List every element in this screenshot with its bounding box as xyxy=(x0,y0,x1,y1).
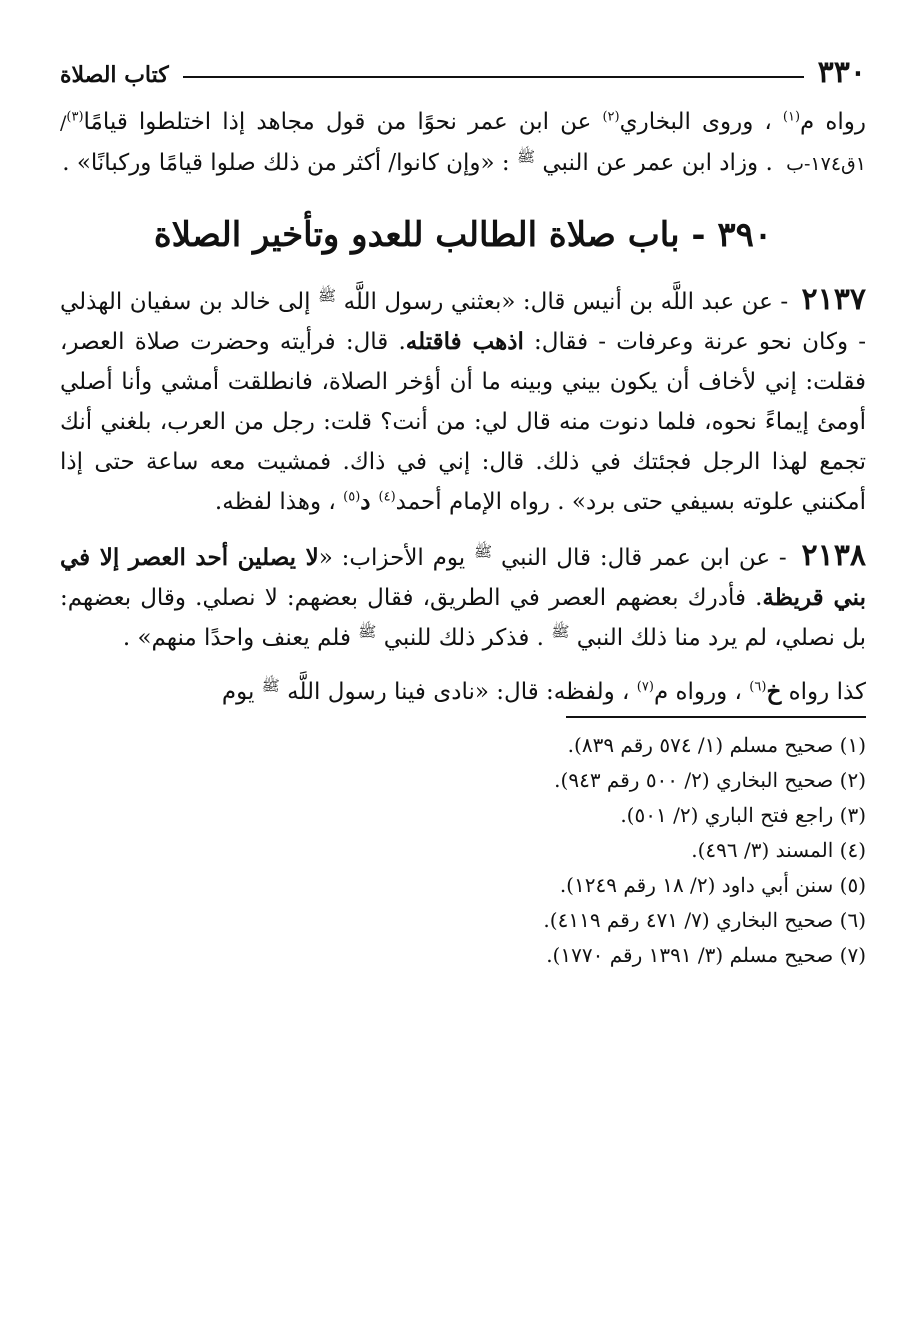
book-title: كتاب الصلاة xyxy=(60,62,169,88)
footnote-item: (١) صحيح مسلم (١/ ٥٧٤ رقم ٨٣٩). xyxy=(567,733,866,757)
hadith-2138-text-3: . فأدرك بعضهم العصر في الطريق، فقال بعضهم: لا نصلي. وقال بعضهم: بل نصلي، لم يرد منا ذلك النبي xyxy=(60,585,866,651)
footnote-item: (٥) سنن أبي داود (٢/ ١٨ رقم ١٢٤٩). xyxy=(559,873,866,897)
closing-text-3: ، ولفظه: قال: «نادى فينا رسول اللَّه xyxy=(279,679,637,705)
footnote-item: (٣) راجع فتح الباري (٢/ ٥٠١). xyxy=(620,803,866,827)
hadith-2138-text-1: - عن ابن عمر قال: قال النبي xyxy=(492,545,796,571)
salawat-glyph: ﷺ xyxy=(358,622,377,641)
hadith-2138-bold: لا يصلين أحد العصر إلا في بني قريظة xyxy=(60,544,866,611)
footnote-ref-4: (٤) xyxy=(378,489,396,505)
chapter-heading: ٣٩٠ - باب صلاة الطالب للعدو وتأخير الصلاة xyxy=(153,215,773,255)
hadith-2138 xyxy=(60,536,866,658)
closing-text-1: كذا رواه xyxy=(781,679,866,705)
salawat-glyph: ﷺ xyxy=(516,147,536,166)
footnote-ref-5: (٥) xyxy=(343,489,361,505)
footnote-separator xyxy=(566,716,866,718)
hadith-2137-text-2: إلى خالد بن سفيان الهذلي - وكان نحو عرنة وعرفات - فقال: xyxy=(60,289,866,355)
intro-paragraph xyxy=(60,102,866,184)
footnote-item: (٤) المسند (٣/ ٤٩٦). xyxy=(691,838,866,862)
hadith-2137-text-1: - عن عبد اللَّه بن أنيس قال: «بعثني رسول اللَّه xyxy=(336,289,796,315)
hadith-2138-text-4: . فذكر ذلك للنبي xyxy=(376,625,552,651)
footnote-ref-6: (٦) xyxy=(749,679,767,695)
intro-text-2: ، وروى البخاري xyxy=(619,109,783,135)
footnote-item: (٢) صحيح البخاري (٢/ ٥٠٠ رقم ٩٤٣). xyxy=(554,768,866,792)
footnote-ref-3: (٣) xyxy=(66,109,84,125)
hadith-number: ٢١٣٧ xyxy=(801,282,866,317)
book-page xyxy=(60,52,866,973)
closing-paragraph xyxy=(60,672,866,712)
intro-text-4: . وزاد ابن عمر عن النبي xyxy=(535,150,781,176)
hadith-2137 xyxy=(60,280,866,522)
hadith-2137-text-3: . قال: فرأيته وحضرت صلاة العصر، فقلت: إني لأخاف أن يكون بيني وبينه ما أن أؤخر الصلاة، فانطلقت أمشي وأنا أصلي أومئ إيماءً نحوه، فلما دنوت منه قال لي: من أنت؟ قلت: رجل من العرب، بلغني أنك تجمع لهذا الرجل فجئتك في ذلك. قال: إني في ذاك. فمشيت معه ساعة حتى إذا أمكنني علوته بسيفي حتى برد» . رواه الإمام أحمد xyxy=(60,329,866,515)
intro-text-3: عن ابن عمر نحوًا من قول مجاهد إذا اختلطوا قيامًا xyxy=(83,109,603,135)
intro-text-1: رواه م xyxy=(800,109,866,135)
footnote-item: (٧) صحيح مسلم (٣/ ١٣٩١ رقم ١٧٧٠). xyxy=(546,943,866,967)
salawat-glyph: ﷺ xyxy=(551,622,570,641)
manuscript-margin-note: /١ق١٧٤-ب xyxy=(60,112,866,175)
hadith-2137-text-5: ، وهذا لفظه. xyxy=(214,489,344,515)
hadith-2137-bold: اذهب فاقتله xyxy=(405,328,524,355)
closing-source-kha: خ xyxy=(766,678,782,705)
page-number: ٣٣٠ xyxy=(817,55,866,90)
salawat-glyph: ﷺ xyxy=(474,542,493,561)
hadith-2138-text-2: يوم الأحزاب: « xyxy=(318,545,475,571)
header-rule xyxy=(183,76,804,78)
closing-text-4: يوم xyxy=(221,679,262,705)
footnote-item: (٦) صحيح البخاري (٧/ ٤٧١ رقم ٤١١٩). xyxy=(543,908,866,932)
salawat-glyph: ﷺ xyxy=(261,676,280,695)
closing-text-2: ، ورواه م xyxy=(653,679,750,705)
salawat-glyph: ﷺ xyxy=(318,286,337,305)
footnote-ref-7: (٧) xyxy=(636,679,654,695)
hadith-2138-text-5: فلم يعنف واحدًا منهم» . xyxy=(122,625,359,651)
hadith-number: ٢١٣٨ xyxy=(801,538,866,573)
intro-text-5: : «وإن كانوا/ أكثر من ذلك صلوا قيامًا وركبانًا» . xyxy=(62,150,517,176)
running-head xyxy=(60,52,866,92)
footnotes-list xyxy=(60,728,866,973)
footnote-ref-1: (١) xyxy=(782,109,801,125)
hadith-2137-source-dal: د xyxy=(360,488,379,515)
footnote-ref-2: (٢) xyxy=(602,109,620,125)
